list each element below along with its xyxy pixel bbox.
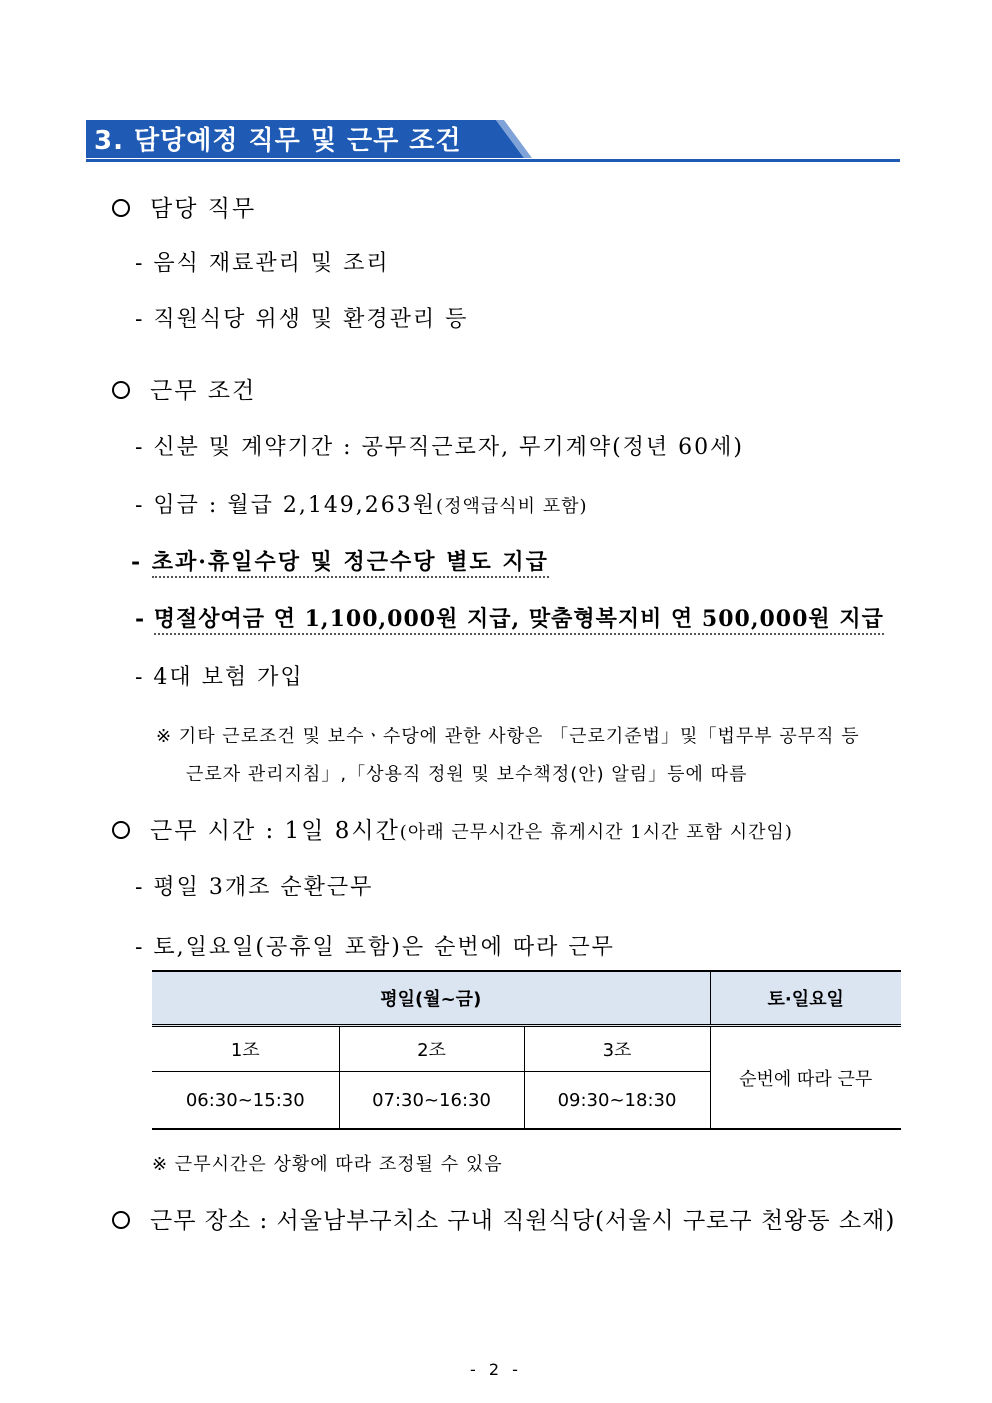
- time-cell: 07:30~16:30: [339, 1072, 524, 1130]
- schedule-table: [152, 970, 901, 1130]
- time-cell: 09:30~18:30: [524, 1072, 710, 1130]
- circle-bullet-icon: [112, 1211, 130, 1229]
- duties-heading-row: [112, 190, 256, 223]
- weekday-header: 평일(월~금): [152, 971, 710, 1026]
- shift-cell: 2조: [339, 1026, 524, 1072]
- hours-heading-note: (아래 근무시간은 휴게시간 1시간 포함 시간임): [399, 822, 793, 843]
- hours-heading-row: [112, 812, 793, 845]
- conditions-heading: 근무 조건: [150, 378, 257, 404]
- duty-item: - 직원식당 위생 및 환경관리 등: [135, 307, 469, 332]
- bonus-text: 명절상여금 연 1,100,000원 지급, 맞춤형복지비 연 500,000원 지급: [154, 606, 884, 635]
- condition-allowance: - 초과·휴일수당 및 정근수당 별도 지급: [131, 545, 549, 576]
- circle-bullet-icon: [112, 821, 130, 839]
- allowance-text: 초과·휴일수당 및 정근수당 별도 지급: [152, 549, 549, 578]
- weekend-cell: 순번에 따라 근무: [710, 1026, 901, 1130]
- condition-status: - 신분 및 계약기간 : 공무직근로자, 무기계약(정년 60세): [135, 435, 744, 460]
- conditions-heading-row: [112, 372, 256, 405]
- hours-item: - 토,일요일(공휴일 포함)은 순번에 따라 근무: [135, 935, 615, 960]
- section-title: 3. 담당예정 직무 및 근무 조건: [94, 126, 462, 156]
- location-row: [112, 1202, 895, 1235]
- duties-heading: 담당 직무: [150, 196, 257, 222]
- wage-text: - 임금 : 월급 2,149,263원: [135, 493, 437, 518]
- circle-bullet-icon: [112, 199, 130, 217]
- duty-item: - 음식 재료관리 및 조리: [135, 251, 390, 276]
- shift-cell: 3조: [524, 1026, 710, 1072]
- condition-insurance: - 4대 보험 가입: [135, 665, 304, 690]
- shift-cell: 1조: [152, 1026, 339, 1072]
- time-cell: 06:30~15:30: [152, 1072, 339, 1130]
- wage-note: (정액급식비 포함): [436, 496, 588, 517]
- page-number: - 2 -: [470, 1360, 522, 1379]
- hours-heading: 근무 시간 : 1일 8시간: [150, 818, 400, 844]
- condition-bonus: - 명절상여금 연 1,100,000원 지급, 맞춤형복지비 연 500,000원 지급: [135, 602, 884, 633]
- weekend-header: 토·일요일: [710, 971, 901, 1026]
- conditions-note-line2: 근로자 관리지침」,「상용직 정원 및 보수책정(안) 알림」등에 따름: [186, 764, 748, 785]
- circle-bullet-icon: [112, 381, 130, 399]
- location-text: 근무 장소 : 서울남부구치소 구내 직원식당(서울시 구로구 천왕동 소재): [150, 1208, 896, 1234]
- conditions-note-line1: ※ 기타 근로조건 및 보수ㆍ수당에 관한 사항은 「근로기준법」및「법무부 공무직 등: [156, 726, 860, 747]
- hours-item: - 평일 3개조 순환근무: [135, 875, 374, 900]
- condition-wage: [135, 488, 588, 519]
- hours-footnote: ※ 근무시간은 상황에 따라 조정될 수 있음: [152, 1154, 503, 1175]
